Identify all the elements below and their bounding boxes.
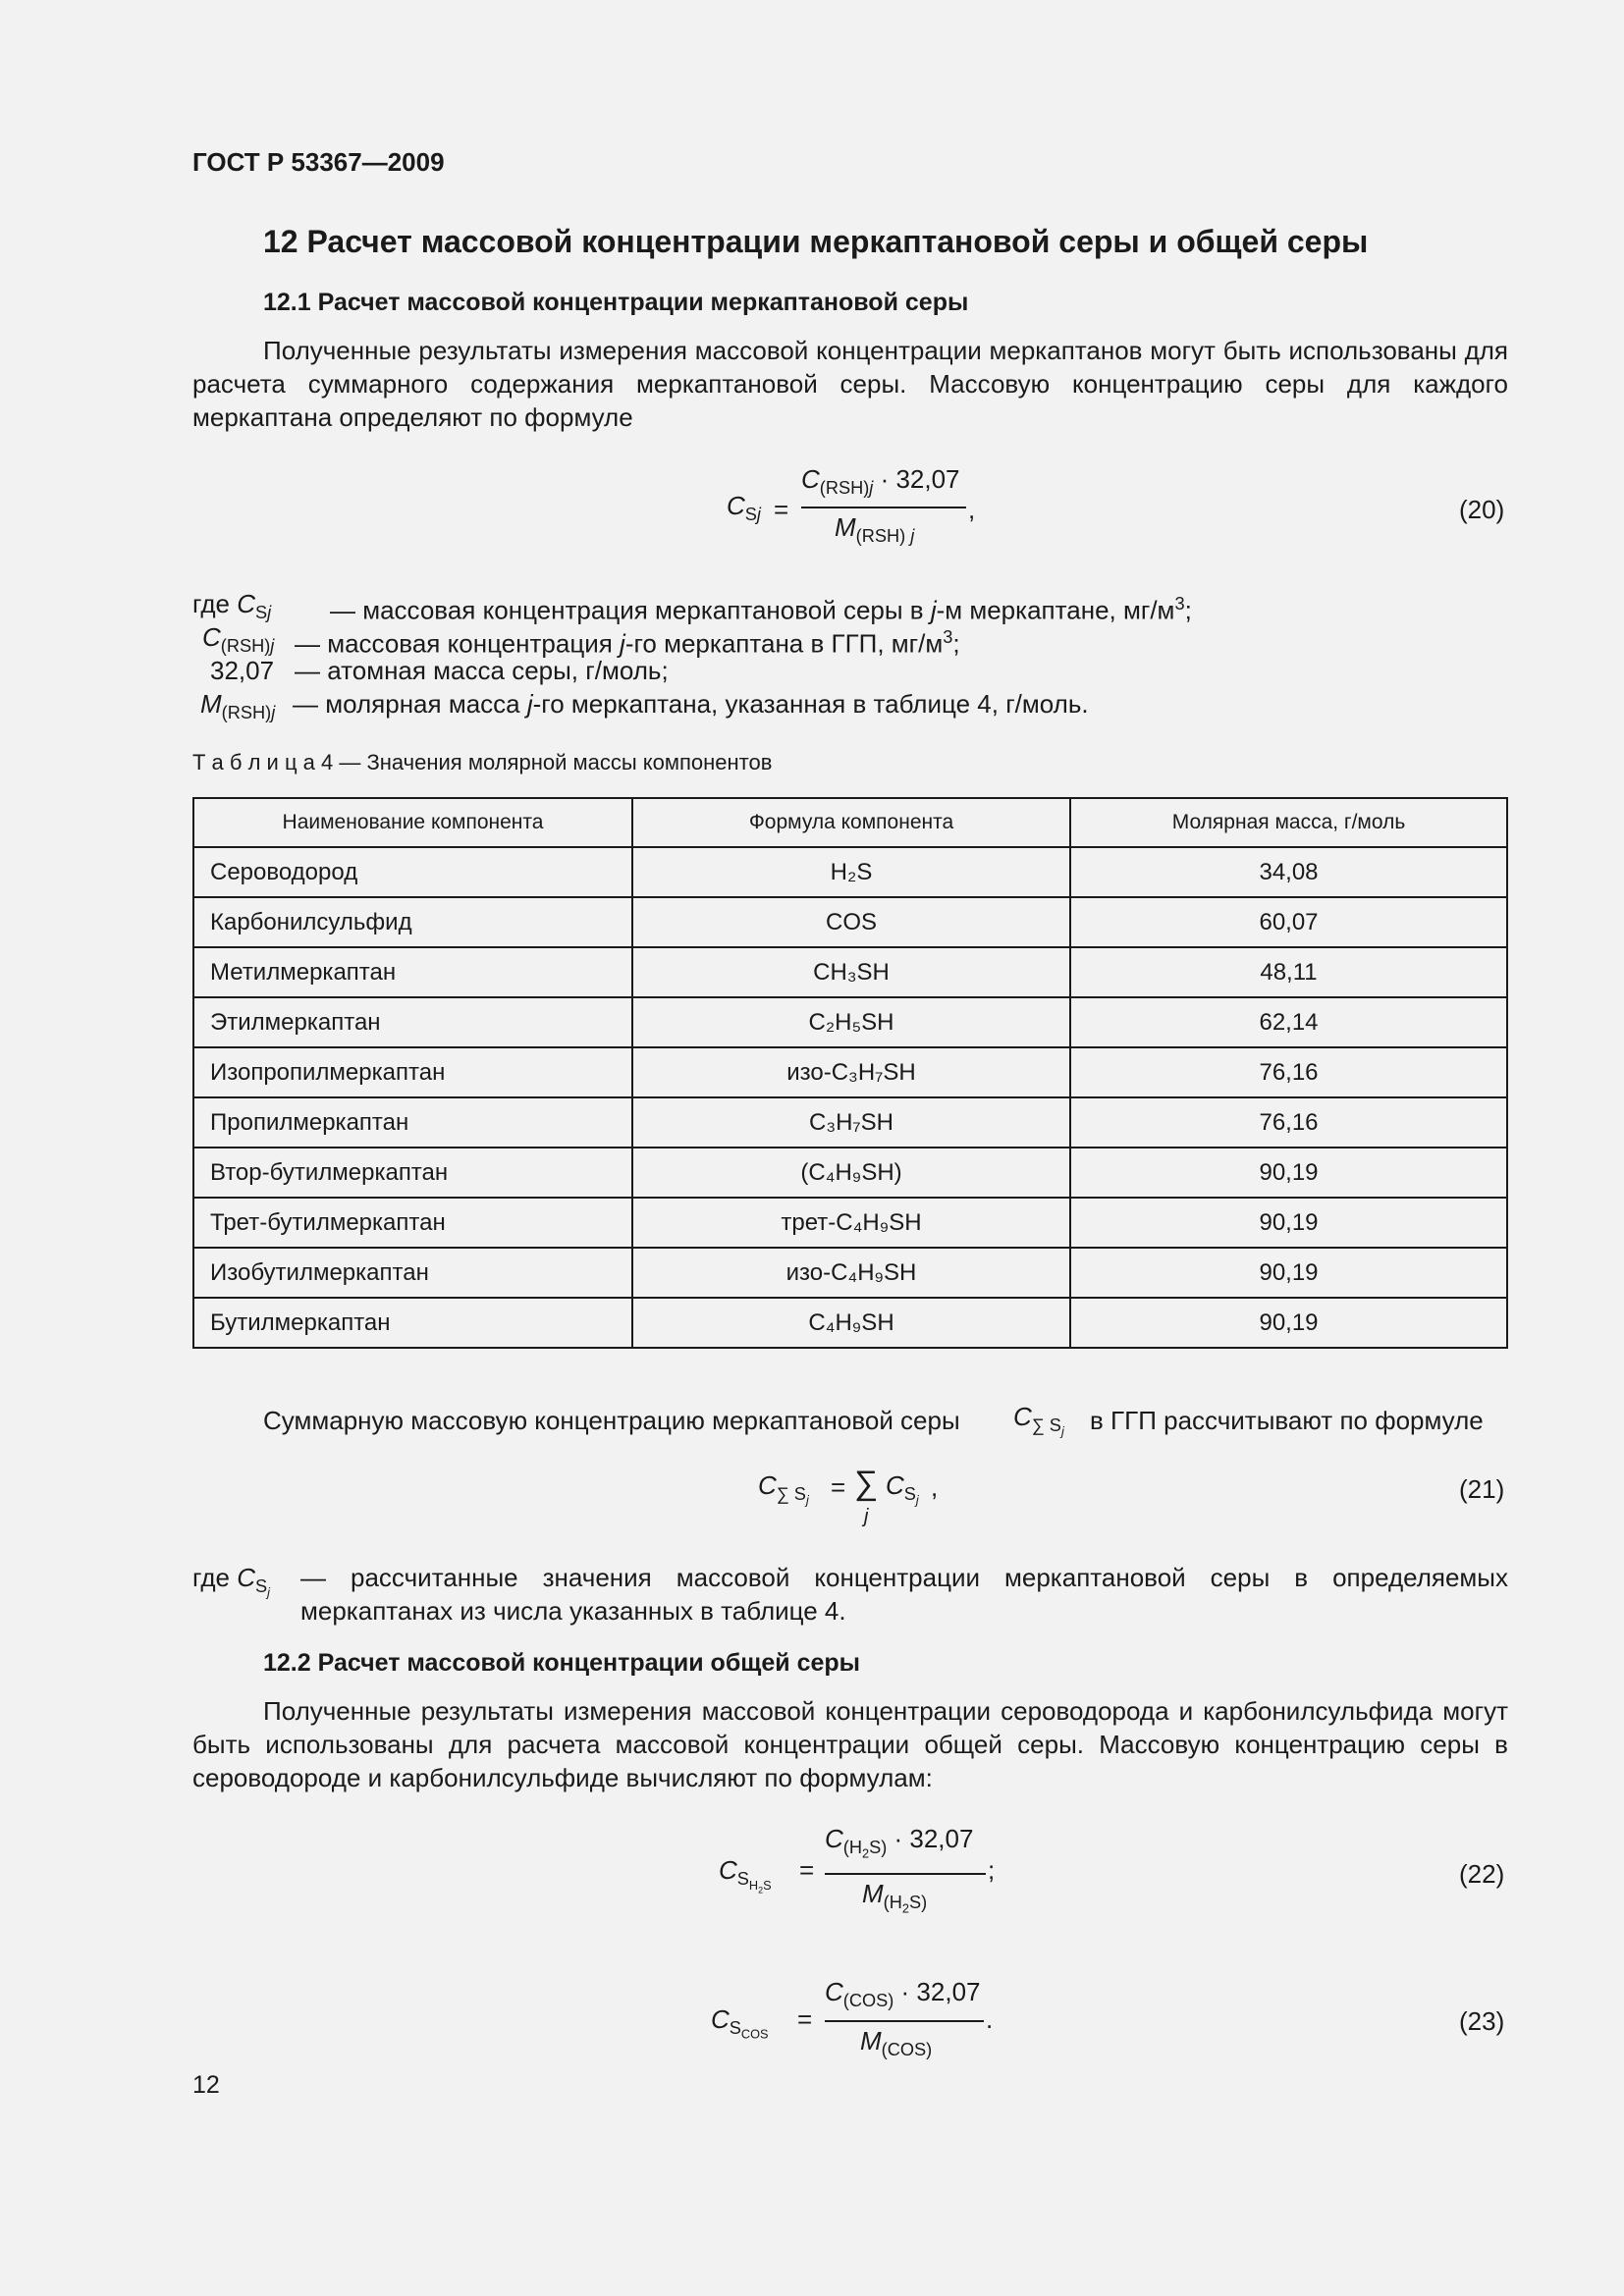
subsection-title-12-2: 12.2 Расчет массовой концентрации общей серы	[263, 1649, 861, 1677]
table-header-cell: Формула компонента	[632, 798, 1070, 847]
equation-20: $C_{Sj}$ = $C_{(RSH)j} \cdot 32,07$ $M_{(RSH) j}$ ,	[727, 464, 976, 547]
component-formula: C₄H₉SH	[632, 1298, 1070, 1348]
where-item-4-desc: — молярная масса j-го меркаптана, указанная в таблице 4, г/моль.	[293, 689, 1089, 719]
equation-23-number: (23)	[1459, 2006, 1505, 2036]
component-name: Метилмеркаптан	[193, 947, 632, 997]
table-caption: Т а б л и ц а 4 — Значения молярной массы компонентов	[192, 750, 773, 774]
component-mass: 34,08	[1070, 847, 1507, 897]
where2-desc: — рассчитанные значения массовой концентрации меркаптановой серы в определяемых меркаптанах из числа указанных в таблице 4.	[300, 1563, 1508, 1626]
paragraph-12-1-text: Полученные результаты измерения массовой концентрации меркаптанов могут быть использованы для расчета суммарного содержания меркаптановой серы. Массовую концентрацию серы для каждого меркаптана определяют по формуле	[192, 336, 1508, 432]
table-row	[193, 947, 1507, 997]
component-mass: 90,19	[1070, 1298, 1507, 1348]
table-header-cell: Наименование компонента	[193, 798, 632, 847]
component-formula: трет-C₄H₉SH	[632, 1198, 1070, 1248]
equation-22: $C_{S_{H_2S}}$ = $C_{(H_2S)} \cdot 32,07$ $M_{(H_2S)}$ ;	[719, 1824, 996, 1916]
table-row	[193, 1097, 1507, 1148]
component-formula: изо-C₃H₇SH	[632, 1047, 1070, 1097]
component-mass: 90,19	[1070, 1248, 1507, 1298]
table-row	[193, 1298, 1507, 1348]
component-name: Изобутилмеркаптан	[193, 1248, 632, 1298]
equation-21-number: (21)	[1459, 1474, 1505, 1504]
component-name: Пропилмеркаптан	[193, 1097, 632, 1148]
where-item-1: где $C_{Sj}$	[192, 589, 272, 623]
table-row	[193, 1148, 1507, 1198]
table-header-row	[193, 798, 1507, 847]
component-name: Трет-бутилмеркаптан	[193, 1198, 632, 1248]
component-formula: CH₃SH	[632, 947, 1070, 997]
page-number: 12	[192, 2071, 220, 2099]
where-item-3: 32,07	[210, 656, 275, 685]
component-mass: 90,19	[1070, 1148, 1507, 1198]
component-name: Бутилмеркаптан	[193, 1298, 632, 1348]
component-mass: 62,14	[1070, 997, 1507, 1047]
table-row	[193, 897, 1507, 947]
where-item-2-desc: — массовая концентрация j-го меркаптана в ГГП, $мг/м^3$;	[295, 627, 960, 659]
molar-mass-table	[192, 797, 1508, 1349]
sum-paragraph-before: Суммарную массовую концентрацию меркаптановой серы	[263, 1406, 960, 1435]
component-mass: 76,16	[1070, 1097, 1507, 1148]
table-row	[193, 1047, 1507, 1097]
where2-item: где $C_{S_j}$	[192, 1563, 270, 1600]
section-title: 12 Расчет массовой концентрации меркаптановой серы и общей серы	[263, 224, 1369, 259]
where-item-3-desc: — атомная масса серы, г/моль;	[295, 656, 669, 685]
paragraph-12-1	[192, 334, 1508, 434]
paragraph-12-2-text: Полученные результаты измерения массовой концентрации сероводорода и карбонилсульфида могут быть использованы для расчета массовой концентрации общей серы. Массовую концентрацию серы в сероводороде и карбонилсульфиде вычисляют по формулам:	[192, 1696, 1508, 1792]
subsection-title-12-1: 12.1 Расчет массовой концентрации меркаптановой серы	[263, 289, 969, 316]
component-formula: C₃H₇SH	[632, 1097, 1070, 1148]
component-mass: 48,11	[1070, 947, 1507, 997]
table-row	[193, 847, 1507, 897]
document-standard-number: ГОСТ Р 53367—2009	[192, 147, 445, 177]
component-mass: 76,16	[1070, 1047, 1507, 1097]
equation-20-number: (20)	[1459, 495, 1505, 524]
equation-21: $C_{\sum S_j}$ = ∑ j $C_{S_j}$ ,	[758, 1465, 939, 1527]
table-row	[193, 1198, 1507, 1248]
component-formula: C₂H₅SH	[632, 997, 1070, 1047]
where-item-1-desc: — массовая концентрация меркаптановой серы в j-м меркаптане, $мг/м^3$;	[330, 594, 1192, 625]
component-formula: (C₄H₉SH)	[632, 1148, 1070, 1198]
where-item-2: $C_{(RSH)j}$	[202, 622, 275, 657]
component-name: Карбонилсульфид	[193, 897, 632, 947]
component-name: Сероводород	[193, 847, 632, 897]
component-name: Изопропилмеркаптан	[193, 1047, 632, 1097]
component-mass: 60,07	[1070, 897, 1507, 947]
paragraph-12-2	[192, 1694, 1508, 1794]
sum-paragraph-after: в ГГП рассчитывают по формуле	[1090, 1406, 1484, 1435]
component-name: Этилмеркаптан	[193, 997, 632, 1047]
component-mass: 90,19	[1070, 1198, 1507, 1248]
inline-sum-symbol: $C_{\sum S_j}$	[1013, 1402, 1064, 1439]
table-row	[193, 1248, 1507, 1298]
table-row	[193, 997, 1507, 1047]
equation-22-number: (22)	[1459, 1859, 1505, 1889]
component-name: Втор-бутилмеркаптан	[193, 1148, 632, 1198]
table-header-cell: Молярная масса, г/моль	[1070, 798, 1507, 847]
equation-23: $C_{S_{COS}}$ = $C_{(COS)} \cdot 32,07$ $M_{(COS)}$ .	[711, 1977, 994, 2060]
component-formula: изо-C₄H₉SH	[632, 1248, 1070, 1298]
component-formula: COS	[632, 897, 1070, 947]
component-formula: H₂S	[632, 847, 1070, 897]
where-item-4: $M_{(RSH)j}$	[200, 689, 276, 723]
